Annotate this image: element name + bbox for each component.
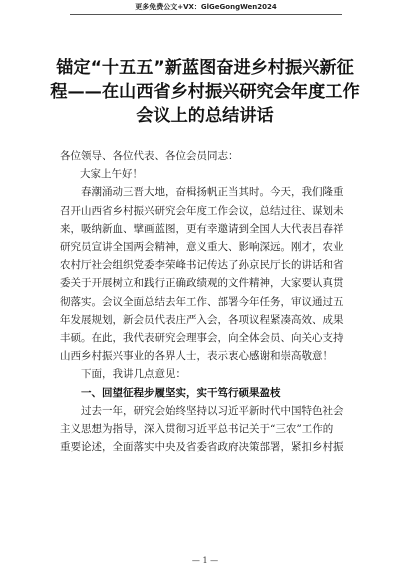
title-line-2: 程——在山西省乡村振兴研究会年度工作 (50, 82, 360, 102)
page-number: — 1 — (191, 556, 219, 565)
paragraph-line: 丰硕。在此，我代表研究会理事会，向全体会员、向关心支持 (60, 332, 344, 345)
section-heading: 一、回望征程步履坚实，实干笃行硕果盈枝 (81, 386, 281, 399)
page-header: 更多免费公文+VX：GlGeGongWen2024 (70, 2, 342, 15)
salutation: 各位领导、各位代表、各位会员同志： (60, 150, 239, 162)
transition-line: 下面，我讲几点意见： (81, 368, 186, 381)
paragraph-line: 年发展规划，新会员代表庄严入会，各项议程紧凑高效、成果 (60, 313, 344, 326)
paragraph-line: 农村厅社会组织党委李荣峰书记传达了孙京民厅长的讲话和省 (60, 259, 344, 272)
title-line-1: 锚定“十五五”新蓝图奋进乡村振兴新征 (56, 58, 354, 78)
greeting: 大家上午好！ (80, 168, 143, 181)
paragraph-line: 主义思想为指导，深入贯彻习近平总书记关于“三农”工作的 (60, 423, 334, 436)
paragraph-line: 重要论述，全面落实中央及省委省政府决策部署，紧扣乡村振 (60, 441, 344, 454)
paragraph-line: 召开山西省乡村振兴研究会年度工作会议，总结过往、谋划未 (60, 204, 344, 217)
paragraph-line: 研究员宣讲全国两会精神，意义重大、影响深远。刚才，农业 (60, 241, 344, 254)
paragraph-line: 春潮涌动三晋大地，奋楫扬帆正当其时。今天，我们隆重 (81, 186, 344, 199)
paragraph-review (60, 402, 352, 457)
document-body (60, 147, 352, 456)
paragraph-line: 委关于开展树立和践行正确政绩观的文件精神，大家要认真贯 (60, 277, 344, 290)
paragraph-line: 来，吸纳新血、擘画蓝图，更有幸邀请到全国人大代表吕春祥 (60, 222, 344, 235)
document-title (50, 56, 360, 128)
title-line-3: 会议上的总结讲话 (136, 106, 274, 126)
paragraph-opening (60, 183, 352, 365)
paragraph-line: 山西乡村振兴事业的各界人士，表示衷心感谢和崇高敬意！ (60, 350, 333, 363)
paragraph-line: 过去一年，研究会始终坚持以习近平新时代中国特色社会 (81, 404, 344, 417)
paragraph-line: 彻落实。会议全面总结去年工作、部署今年任务，审议通过五 (60, 295, 344, 308)
